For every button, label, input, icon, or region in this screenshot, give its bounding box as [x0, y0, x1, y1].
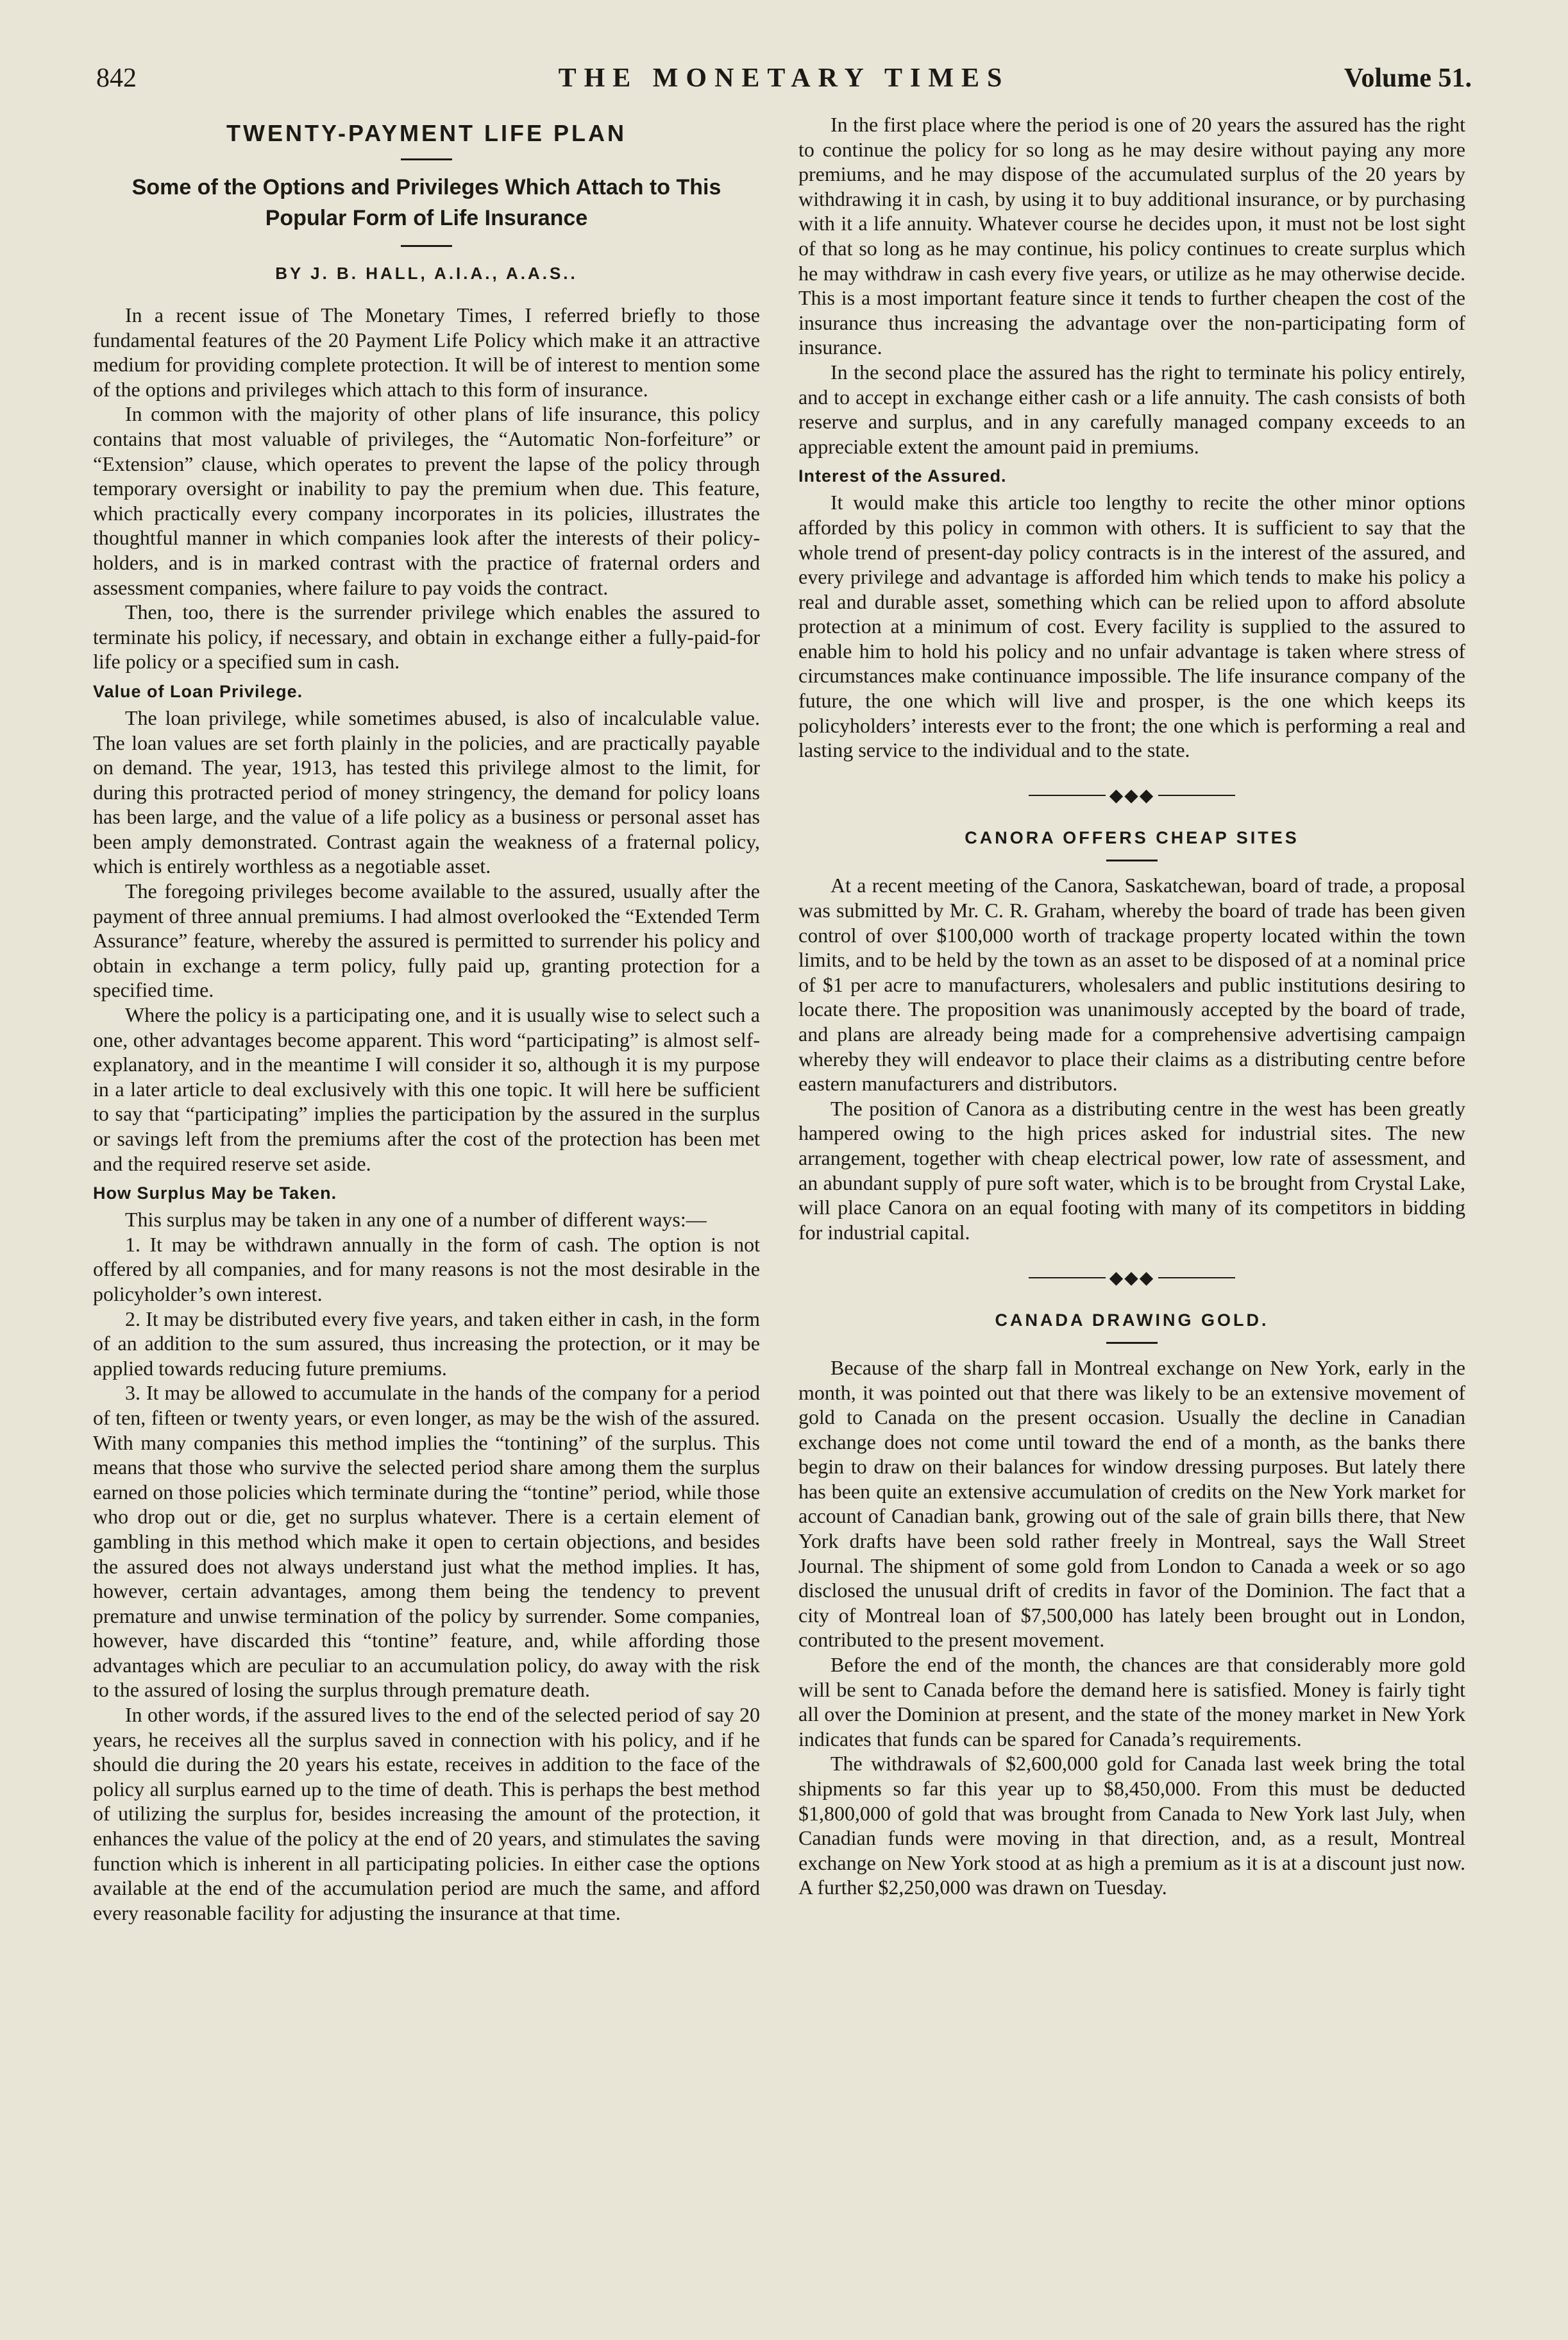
article1-paragraph: 2. It may be distributed every five years, and taken either in cash, in the form of an addition to the sum assured, thus increasing the protection, or it may be applied towards reducing future premiums.	[93, 1307, 760, 1380]
article1-paragraph: In other words, if the assured lives to the end of the selected period of say 20 years, he receives all the surplus saved in connection with his policy, and if he should die during the 20 years his estate, receives in addition to the face of the policy all surplus earned up to the time of death. This is perhaps the best method of utilizing the surplus for, besides increasing the amount of the protection, it enhances the value of the policy at the end of 20 years, and stimulates the saving function which is inherent in all participating policies. In either case the options available at the end of the accumulation period are much the same, and afford every reasonable facility for adjusting the insurance at that time.	[93, 1703, 760, 1924]
article1-title: TWENTY-PAYMENT LIFE PLAN	[226, 120, 627, 146]
right-column	[798, 112, 1465, 1900]
article1-paragraph: In a recent issue of The Monetary Times, I referred briefly to those fundamental features of the 20 Payment Life Policy which make it an attractive medium for providing complete protection. It will be of interest to mention some of the options and privileges which attach to this form of insurance.	[93, 303, 760, 401]
article3-paragraph: The withdrawals of $2,600,000 gold for Canada last week bring the total shipments so far this year up to $8,450,000. From this must be deducted $1,800,000 of gold that was brought from Canada to New York last July, when Canadian funds were moving in that direction, and, as a result, Montreal exchange on New York stood at as high a premium as it is at a discount just now. A further $2,250,000 was drawn on Tuesday.	[798, 1752, 1465, 1899]
running-header	[96, 63, 1472, 108]
subheading-interest: Interest of the Assured.	[798, 466, 1007, 486]
article1-paragraph: The foregoing privileges become available to the assured, usually after the payment of three annual premiums. I had almost overlooked the “Extended Term Assurance” feature, whereby the assured is permitted to surrender his policy and obtain in exchange a term policy, fully paid up, granting protection for a specified time.	[93, 879, 760, 1002]
article1-byline: BY J. B. HALL, A.I.A., A.A.S..	[275, 264, 578, 283]
section-divider	[798, 1266, 1465, 1289]
ornament-icon: ◆◆◆	[1109, 1268, 1155, 1288]
article1-paragraph: It would make this article too lengthy to recite the other minor options afforded by this policy in common with others. It is sufficient to say that the whole trend of present-day policy contracts is in the interest of the assured, and every privilege and advantage is afforded him which tends to make his policy a real and durable asset, something which can be relied upon to afford absolute protection at a minimum of cost. Every facility is supplied to the assured to enable him to hold his policy and no unfair advantage is taken where stress of circumstances make continuance impossible. The life insurance company of the future, the one which will live and prosper, is the one which keeps its policyholders’ interests ever to the front; the one which is performing a real and lasting service to the individual and to the state.	[798, 491, 1465, 762]
deck-rule	[401, 245, 452, 247]
ornament-icon: ◆◆◆	[1109, 786, 1155, 806]
article1-paragraph: This surplus may be taken in any one of a number of different ways:—	[125, 1208, 707, 1232]
article3-paragraph: Before the end of the month, the chances are that considerably more gold will be sent to Canada before the demand here is satisfied. Money is fairly tight all over the Dominion at present, and the state of the money market in New York indicates that funds can be spared for Canada’s requirements.	[798, 1653, 1465, 1751]
article1-deck: Some of the Options and Privileges Which Attach to This Popular Form of Life Insurance	[131, 175, 721, 230]
title-rule	[1106, 1342, 1158, 1344]
article1-paragraph: Then, too, there is the surrender privilege which enables the assured to terminate his policy, if necessary, and obtain in exchange either a fully-paid-for life policy or a specified sum in cash.	[93, 600, 760, 674]
left-column	[93, 112, 760, 1925]
article1-paragraph: In common with the majority of other plans of life insurance, this policy contains that most valuable of privileges, the “Automatic Non-forfeiture” or “Extension” clause, which operates to prevent the lapse of the policy through temporary oversight or inability to pay the premium when due. This feature, which practically every company incorporates in its policies, illustrates the thoughtful manner in which companies look after the interests of their policy-holders, and is in marked contrast with the practice of fraternal orders and assessment companies, where failure to pay voids the contract.	[93, 402, 760, 599]
article1-paragraph: The loan privilege, while sometimes abused, is also of incalculable value. The loan values are set forth plainly in the policies, and are practically payable on demand. The year, 1913, has tested this privilege almost to the limit, for during this protracted period of money stringency, the demand for policy loans has been large, and the value of a life policy as a business or personal asset has been amply demonstrated. Contrast again the weakness of a fraternal policy, which is entirely worthless as a negotiable asset.	[93, 706, 760, 878]
subheading-surplus: How Surplus May be Taken.	[93, 1183, 337, 1203]
article1-paragraph: 3. It may be allowed to accumulate in the hands of the company for a period of ten, fifteen or twenty years, or even longer, as may be the wish of the assured. With many companies this method implies the “tontining” of the surplus. This means that those who survive the selected period share among them the surplus earned on those policies which terminate during the “tontine” period, while those who drop out or die, get no surplus whatever. There is a certain element of gambling in this method which make it open to certain objections, and besides the assured does not always understand just what the method implies. It has, however, certain advantages, among them being the tendency to prevent premature and unwise termination of the policy by surrender. Some companies, however, have discarded this “tontine” feature, and, while affording those advantages which are peculiar to an accumulation policy, do away with the risk to the assured of losing the surplus through premature death.	[93, 1381, 760, 1702]
article1-paragraph: Where the policy is a participating one, and it is usually wise to select such a one, other advantages become apparent. This word “participating” is almost self-explanatory, and in the meantime I will consider it so, although it is my purpose in a later article to deal exclusively with this one topic. It will here be sufficient to say that “participating” implies the participation by the assured in the surplus or savings left from the premiums after the cost of the protection has been met and the required reserve set aside.	[93, 1003, 760, 1175]
section-divider	[798, 784, 1465, 807]
article2-title: CANORA OFFERS CHEAP SITES	[965, 828, 1299, 848]
title-rule	[401, 158, 452, 160]
article2-paragraph: The position of Canora as a distributing centre in the west has been greatly hampered owing to the high prices asked for industrial sites. The new arrangement, together with cheap electrical power, low rate of assessment, and an abundant supply of pure soft water, which is to be brought from Crystal Lake, will place Canora on an equal footing with many of its competitors in bidding for industrial capital.	[798, 1096, 1465, 1244]
volume-label: Volume 51.	[1344, 64, 1472, 93]
article1-paragraph: 1. It may be withdrawn annually in the form of cash. The option is not offered by all companies, and for many reasons is not the most desirable in the policyholder’s own interest.	[93, 1232, 760, 1305]
article2-paragraph: At a recent meeting of the Canora, Saskatchewan, board of trade, a proposal was submitted by Mr. C. R. Graham, whereby the board of trade has been given control of over $100,000 worth of trackage property located within the town limits, and to be held by the town as an asset to be disposed of at a nominal price of $1 per acre to manufacturers, wholesalers and public institutions desiring to locate there. The proposition was unanimously accepted by the board of trade, and plans are already being made for a comprehensive advertising campaign whereby they will endeavor to place their claims as a distributing centre before eastern manufacturers and distributors.	[798, 874, 1465, 1096]
page-number: 842	[96, 64, 137, 93]
article1-paragraph: In the first place where the period is one of 20 years the assured has the right to continue the policy for so long as he may desire without paying any more premiums, and he may dispose of the accumulated surplus of the 20 years by withdrawing it in cash, by using it to buy additional insurance, or by purchasing with it a life annuity. Whatever course he decides upon, it must not be lost sight of that so long as he may continue, his policy continues to create surplus which he may withdraw in cash every five years, or utilize as he may otherwise decide. This is a most important feature since it tends to further cheapen the cost of the insurance thus increasing the advantage over the non-participating form of insurance.	[798, 113, 1465, 359]
journal-title: THE MONETARY TIMES	[558, 64, 1010, 93]
article1-paragraph: In the second place the assured has the right to terminate his policy entirely, and to accept in exchange either cash or a life annuity. The cash consists of both reserve and surplus, and in any carefully managed company exceeds to an appreciable extent the amount paid in premiums.	[798, 360, 1465, 458]
title-rule	[1106, 860, 1158, 861]
subheading-loan-privilege: Value of Loan Privilege.	[93, 681, 303, 701]
article3-paragraph: Because of the sharp fall in Montreal exchange on New York, early in the month, it was pointed out that there was likely to be an extensive movement of gold to Canada on the present occasion. Usually the decline in Canadian exchange does not come until toward the end of a month, as the banks there begin to draw on their balances for window dressing purposes. But lately there has been quite an extensive accumulation of credits on the New York market for account of Canadian bank, growing out of the sale of grain bills there, that New York drafts have been sold rather freely in Montreal, says the Wall Street Journal. The shipment of some gold from London to Canada a week or so ago disclosed the unusual drift of credits in favor of the Dominion. The fact that a city of Montreal loan of $7,500,000 has lately been brought out in London, contributed to the present movement.	[798, 1355, 1465, 1652]
article3-title: CANADA DRAWING GOLD.	[995, 1310, 1269, 1330]
